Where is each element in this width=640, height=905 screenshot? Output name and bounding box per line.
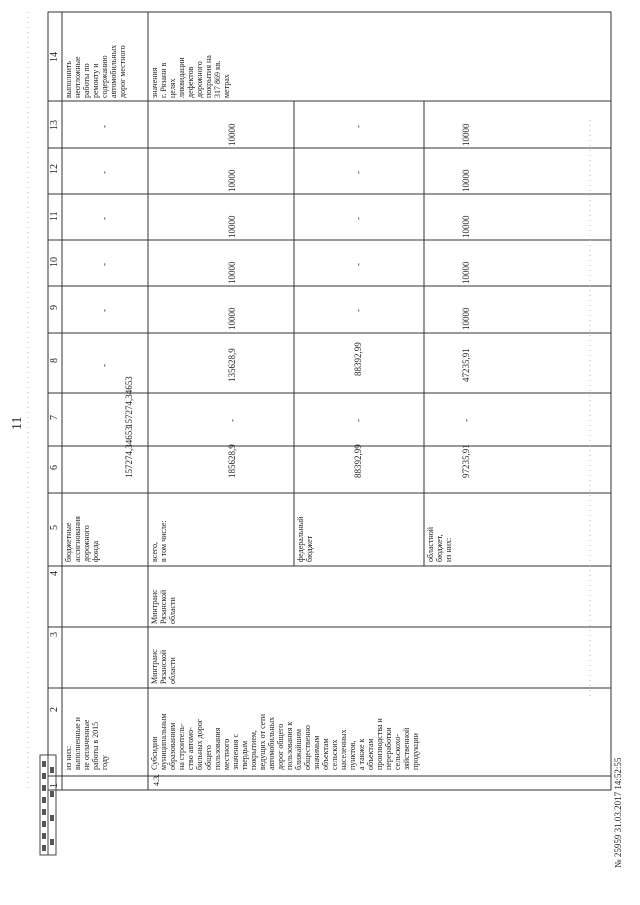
- row-c-col12-value: -: [353, 171, 363, 174]
- column-number-4: 4: [49, 571, 60, 576]
- row-b-col2-text: Субсидии муниципальным образованиям на строитель- ство автомо- бильных дорог общего пользования местного значения с твердым покрытием, ведущих от сети автомобильных дорог общего пользования к ближайшим общественно значимым объектам сельских населенных пунктов, а также к объектам производства и переработки сельскохо- зяйственной продукции: [150, 713, 420, 770]
- column-number-14: 14: [49, 52, 60, 62]
- column-number-7: 7: [49, 415, 60, 420]
- row-a-col11-value: -: [99, 217, 109, 220]
- row-c-col5-text: федеральный бюджет: [296, 516, 314, 562]
- row-a-col8-value: -: [99, 364, 109, 367]
- row-c-col13-value: -: [353, 125, 363, 128]
- row-b-col13-value: 10000: [227, 123, 237, 146]
- row-b-col10-value: 10000: [227, 261, 237, 284]
- row-d-col8-value: 47235,91: [461, 348, 471, 382]
- row-c-col6-value: 88392,99: [353, 444, 363, 478]
- row-b-col11-value: 10000: [227, 215, 237, 238]
- row-d-col10-value: 10000: [461, 261, 471, 284]
- row-d-col6-value: 97235,91: [461, 444, 471, 478]
- row-b-col5-text: всего, в том числе:: [150, 520, 168, 562]
- row-b-col8-value: 135628,9: [227, 348, 237, 382]
- row-c-col10-value: -: [353, 263, 363, 266]
- row-d-col5-text: областной бюджет, из них:: [426, 526, 453, 562]
- row-b-col3-text: Минтранс Рязанской области: [150, 649, 177, 684]
- row-b-number: 4.3.: [152, 774, 161, 786]
- row-d-col9-value: 10000: [461, 307, 471, 330]
- row-d-col13-value: 10000: [461, 123, 471, 146]
- row-d-col12-value: 10000: [461, 169, 471, 192]
- row-c-col11-value: -: [353, 217, 363, 220]
- row-a-col10-value: -: [99, 263, 109, 266]
- row-a-col5-text: бюджетные ассигнования дорожного фонда: [64, 516, 100, 562]
- column-number-5: 5: [49, 525, 60, 530]
- row-a-col6-value: 157274,34653: [124, 426, 134, 478]
- row-b-col4-text: Минтранс Рязанской области: [150, 589, 177, 624]
- row-b-col12-value: 10000: [227, 169, 237, 192]
- row-d-col7-value: -: [461, 419, 471, 422]
- column-number-2: 2: [49, 707, 60, 712]
- column-number-3: 3: [49, 632, 60, 637]
- seal-logo-icon: [37, 751, 61, 863]
- row-c-col9-value: -: [353, 309, 363, 312]
- column-number-9: 9: [49, 305, 60, 310]
- row-b-col9-value: 10000: [227, 307, 237, 330]
- row-c-col7-value: -: [353, 419, 363, 422]
- row-a-col14-text: выполнить неотложные работы по ремонту и содержанию автомобильных дорог местного: [64, 44, 127, 98]
- row-a-col12-value: -: [99, 171, 109, 174]
- column-number-1: 1: [49, 783, 60, 788]
- row-a-col13-value: -: [99, 125, 109, 128]
- row-d-col11-value: 10000: [461, 215, 471, 238]
- row-a-col7-value: 157274,34653: [124, 376, 134, 428]
- column-number-13: 13: [49, 120, 60, 130]
- registration-stamp: № 25959 31.03.2017 14:52:55: [613, 757, 623, 868]
- row-a-col2-text: из них: выполненные и не оплаченные работы в 2015 году: [64, 717, 109, 770]
- column-number-8: 8: [49, 358, 60, 363]
- row-b-col14-text: значения г. Рязани в целях ликвидации дефектов дорожного покрытия на 317 869 кв. метрах: [150, 55, 231, 98]
- column-number-12: 12: [49, 164, 60, 174]
- column-number-6: 6: [49, 465, 60, 470]
- column-number-10: 10: [49, 257, 60, 267]
- row-b-col7-value: -: [227, 419, 237, 422]
- row-b-col6-value: 185628,9: [227, 444, 237, 478]
- page-number: 11: [10, 416, 25, 430]
- row-a-col9-value: -: [99, 309, 109, 312]
- row-c-col8-value: 88392,99: [353, 342, 363, 376]
- column-number-11: 11: [49, 211, 60, 221]
